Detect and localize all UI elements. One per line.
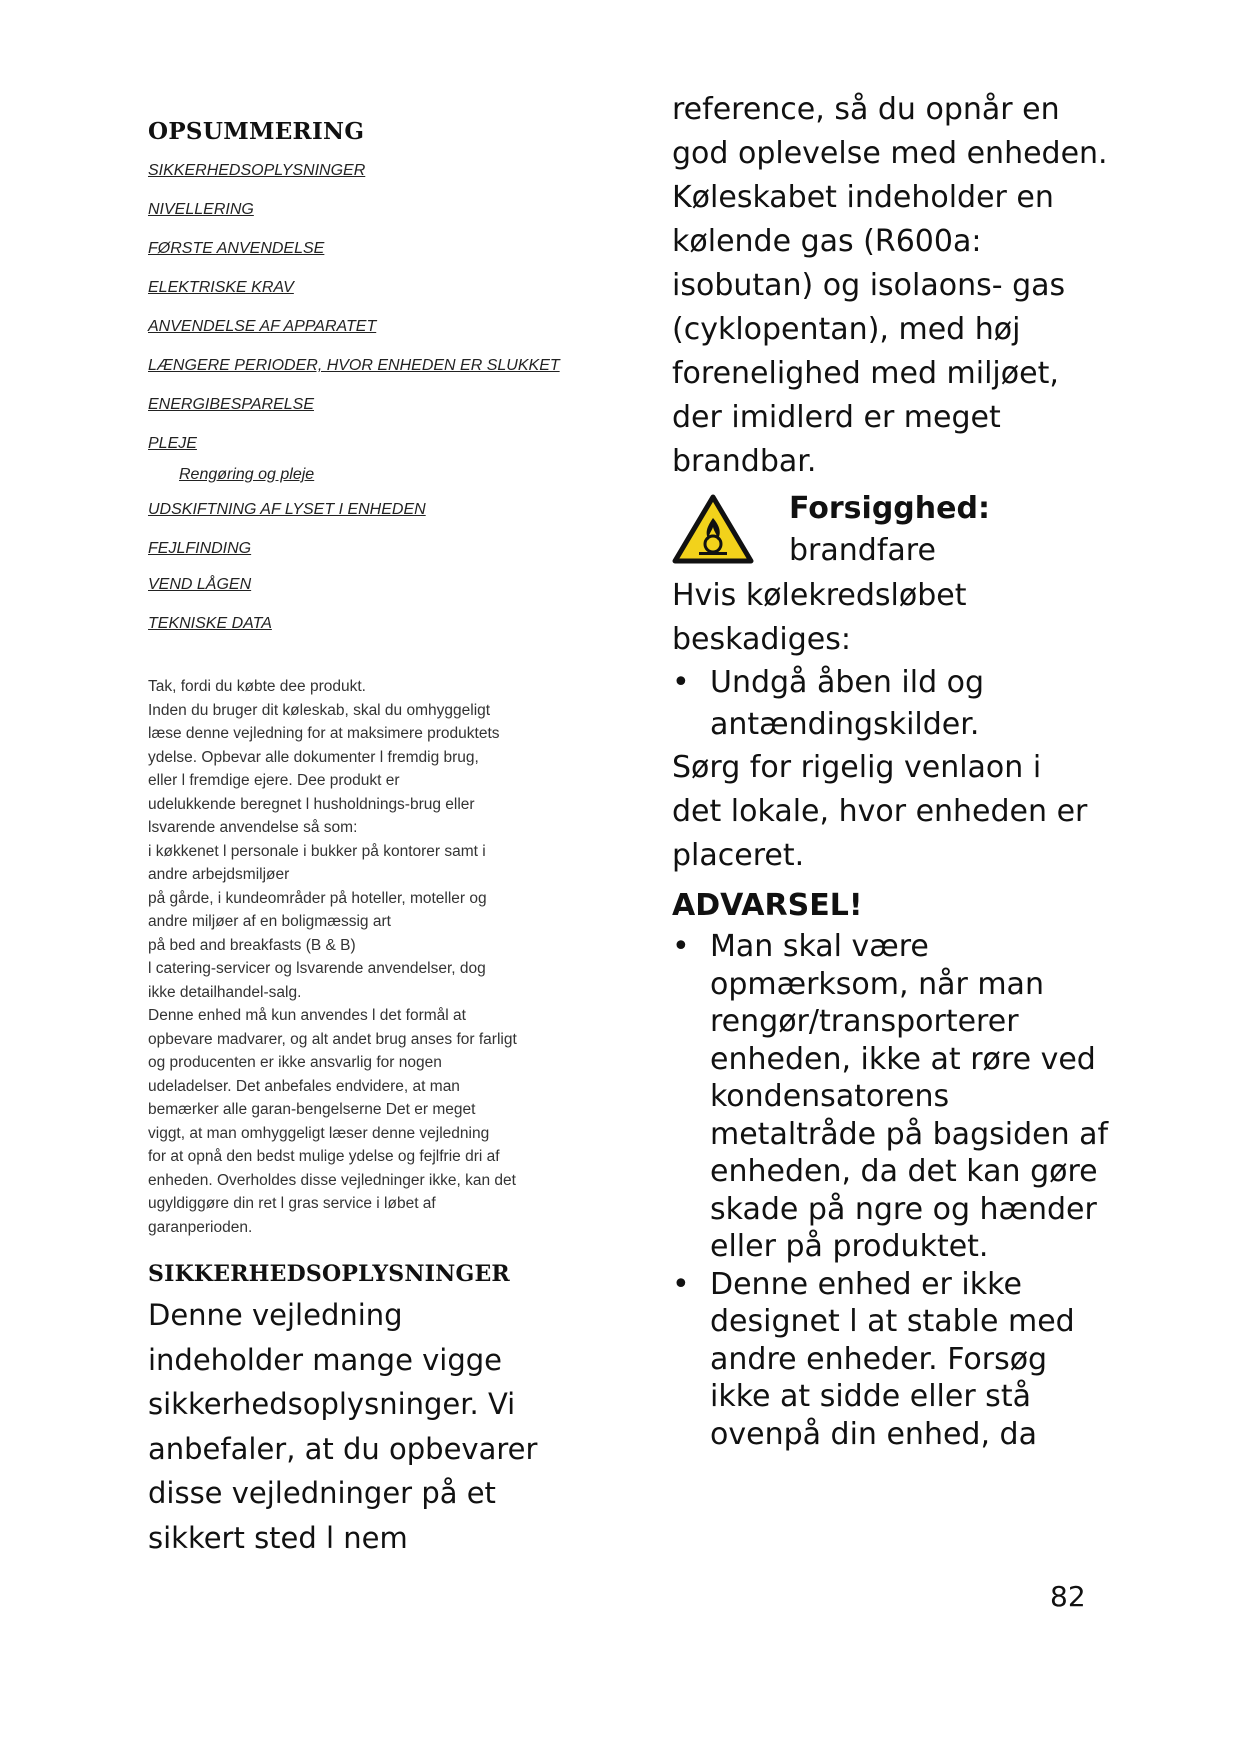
bullet-line: antændingskilder. xyxy=(710,707,980,742)
toc-item-udskiftning-lys[interactable]: UDSKIFTNING AF LYSET I ENHEDEN xyxy=(148,501,426,518)
toc-item-elektriske-krav[interactable]: ELEKTRISKE KRAV xyxy=(148,279,294,296)
safety-line: anbefaler, at du opbevarer xyxy=(148,1431,538,1466)
caution-title: Forsigghed: xyxy=(789,491,990,526)
refrigerant-paragraph xyxy=(672,88,1112,484)
vent-line: det lokale, hvor enheden er xyxy=(672,794,1088,829)
refrigerant-line: god oplevelse med enheden. xyxy=(672,136,1108,171)
intro-line: viggt, at man omhyggeligt læser denne vejledning xyxy=(148,1124,490,1142)
toc-item-laengere-perioder[interactable]: LÆNGERE PERIODER, HVOR ENHEDEN ER SLUKKET xyxy=(148,357,560,374)
bullet-line: Man skal være xyxy=(710,929,929,964)
right-column xyxy=(672,88,1112,1453)
refrigerant-line: Køleskabet indeholder en xyxy=(672,180,1054,215)
intro-line: Inden du bruger dit køleskab, skal du omhyggeligt xyxy=(148,701,491,719)
bullet-line: ikke at sidde eller stå xyxy=(710,1379,1031,1414)
fire-bullet-list xyxy=(672,662,1112,746)
vent-line: Sørg for rigelig venlaon i xyxy=(672,750,1042,785)
table-of-contents xyxy=(148,161,618,653)
refrigerant-line: brandbar. xyxy=(672,444,817,479)
bullet-line: produktet. xyxy=(832,1229,989,1264)
bullet-line: metaltråde på bagsiden xyxy=(710,1116,1070,1152)
intro-line: garanperioden. xyxy=(148,1218,253,1236)
bullet-line: opmærksom, når man xyxy=(710,966,1044,1002)
refrigerant-line: isobutan) og isolaons- gas xyxy=(672,268,1066,303)
intro-line: læse denne vejledning for at maksimere produktets xyxy=(148,725,500,742)
toc-item-rengoering[interactable]: Rengøring og pleje xyxy=(179,466,315,483)
intro-line: ikke detailhandel-salg. xyxy=(148,983,302,1001)
refrigerant-line: kølende gas (R600a: xyxy=(672,224,982,259)
list-item xyxy=(672,662,1112,746)
intro-line: Tak, fordi du købte dee produkt. xyxy=(148,678,366,695)
toc-heading: OPSUMMERING xyxy=(148,118,365,145)
caution-subtitle: brandfare xyxy=(789,533,936,568)
page-number: 82 xyxy=(1050,1580,1086,1613)
safety-line: indeholder mange vigge xyxy=(148,1342,503,1377)
toc-item-tekniske-data[interactable]: TEKNISKE DATA xyxy=(148,615,272,632)
safety-heading: SIKKERHEDSOPLYSNINGER xyxy=(148,1261,510,1287)
damage-line: beskadiges: xyxy=(672,622,851,657)
intro-line: l catering-servicer og lsvarende anvendelser, dog xyxy=(148,960,486,977)
intro-line: udeladelser. Det anbefales endvidere, at man xyxy=(148,1077,460,1095)
toc-item-pleje[interactable]: PLEJE xyxy=(148,435,197,452)
safety-paragraph xyxy=(148,1293,618,1560)
intro-line: og producenten er ikke ansvarlig for nogen xyxy=(148,1054,442,1071)
list-item xyxy=(672,1266,1112,1454)
caution-block xyxy=(672,488,1112,572)
toc-item-nivellering[interactable]: NIVELLERING xyxy=(148,201,254,218)
bullet-line: Denne enhed er ikke xyxy=(710,1266,1022,1302)
intro-line: opbevare madvarer, og alt andet brug anses for farligt xyxy=(148,1030,517,1048)
intro-line: for at opnå den bedst mulige ydelse og fejlfrie dri af xyxy=(148,1148,500,1165)
bullet-line: af enheden, da det kan xyxy=(710,1116,1109,1189)
toc-item-vend-laagen[interactable]: VEND LÅGEN xyxy=(148,576,252,593)
toc-item-foerste-anvendelse[interactable]: FØRSTE ANVENDELSE xyxy=(148,240,325,257)
refrigerant-line: reference, så du opnår en xyxy=(672,92,1060,127)
intro-line: andre miljøer af en boligmæssig art xyxy=(148,913,391,930)
intro-paragraph xyxy=(148,675,618,1239)
intro-line: på gårde, i kundeområder på hoteller, moteller og xyxy=(148,889,487,907)
intro-line: udelukkende beregnet l husholdnings-brug eller xyxy=(148,795,475,813)
caution-text xyxy=(789,488,990,572)
warning-heading: ADVARSEL! xyxy=(672,888,863,923)
safety-line: sikkerhedsoplysninger. Vi xyxy=(148,1387,516,1421)
intro-line: eller l fremdige ejere. Dee produkt er xyxy=(148,772,400,789)
bullet-line: enheden, ikke at røre xyxy=(710,1041,1032,1077)
bullet-line: designet l at stable med xyxy=(710,1304,1075,1339)
toc-item-energibesparelse[interactable]: ENERGIBESPARELSE xyxy=(148,396,314,413)
intro-line: andre arbejdsmiljøer xyxy=(148,866,290,883)
bullet-line: hænder eller på xyxy=(710,1191,1097,1264)
vent-line: placeret. xyxy=(672,838,805,873)
safety-line: disse vejledninger på et xyxy=(148,1476,496,1510)
refrigerant-line: forenelighed med miljøet, xyxy=(672,356,1059,391)
bullet-line: ovenpå din enhed, da xyxy=(710,1416,1037,1452)
toc-item-anvendelse[interactable]: ANVENDELSE AF APPARATET xyxy=(148,318,377,335)
refrigerant-line: (cyklopentan), med høj xyxy=(672,312,1021,347)
intro-line: lsvarende anvendelse så som: xyxy=(148,819,358,836)
damage-paragraph xyxy=(672,574,1112,662)
list-item xyxy=(672,928,1112,1266)
damage-line: Hvis kølekredsløbet xyxy=(672,578,967,613)
intro-line: bemærker alle garan-bengelserne Det er meget xyxy=(148,1101,476,1118)
ventilation-paragraph xyxy=(672,746,1112,878)
fire-hazard-icon xyxy=(672,494,754,564)
bullet-line: andre enheder. Forsøg xyxy=(710,1341,1048,1377)
intro-line: i køkkenet l personale i bukker på kontorer samt i xyxy=(148,842,486,860)
refrigerant-line: der imidlerd er meget xyxy=(672,400,1001,435)
toc-item-fejlfinding[interactable]: FEJLFINDING xyxy=(148,540,252,557)
intro-line: ydelse. Opbevar alle dokumenter l fremdig brug, xyxy=(148,748,479,766)
safety-line: sikkert sted l nem xyxy=(148,1520,408,1555)
intro-line: ugyldiggøre din ret l gras service i løbet af xyxy=(148,1195,436,1212)
bullet-line: gøre skade på ngre og xyxy=(710,1154,1098,1227)
warning-bullet-list xyxy=(672,928,1112,1453)
intro-line: enheden. Overholdes disse vejledninger ikke, kan det xyxy=(148,1171,516,1189)
bullet-line: Undgå åben ild og xyxy=(710,665,985,700)
intro-line: på bed and breakfasts (B & B) xyxy=(148,936,356,954)
left-column xyxy=(148,118,618,1560)
intro-line: Denne enhed må kun anvendes l det formål at xyxy=(148,1007,466,1024)
safety-line: Denne vejledning xyxy=(148,1298,403,1332)
toc-item-sikkerhedsoplysninger[interactable]: SIKKERHEDSOPLYSNINGER xyxy=(148,162,366,179)
bullet-line: ved kondensatorens xyxy=(710,1041,1096,1114)
bullet-line: rengør/transporterer xyxy=(710,1004,1019,1039)
